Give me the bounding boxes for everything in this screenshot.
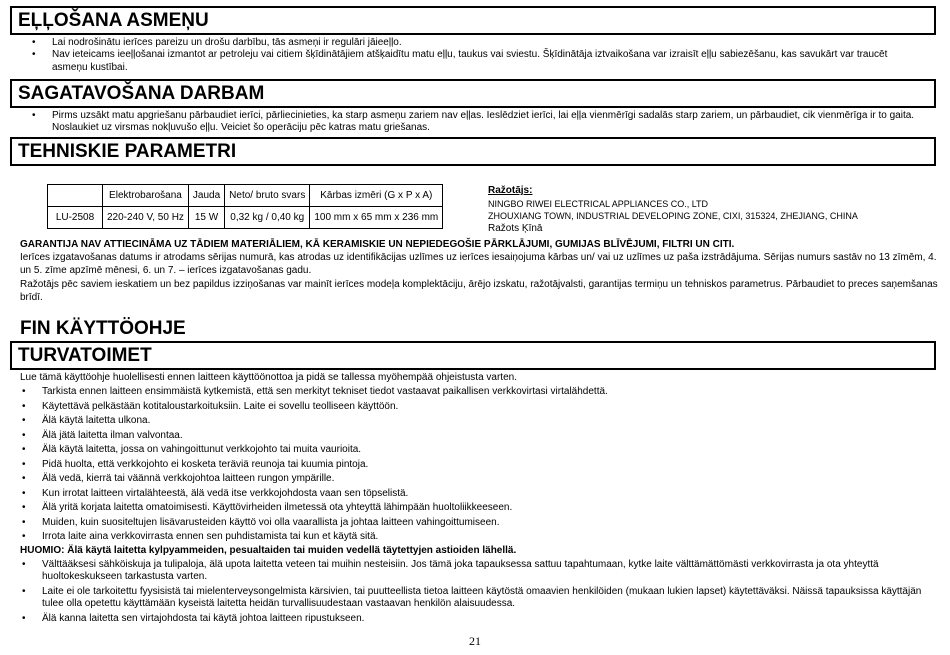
serial-number-text-line1: Ierīces izgatavošanas datums ir atrodams sērijas numurā, kas atrodas uz identifikācijas uzlīmes uz ierīces iesaiņojuma kārbas un/ vai uz uzlīmes uz paša izstrādājuma. Sērijas numurs sastāv no 13 zīmēm, 4. <box>20 252 937 263</box>
list-item: • Älä jätä laitetta ilman valvontaa. <box>0 429 936 444</box>
manufacturer-origin: Ražots Ķīnā <box>488 222 543 234</box>
list-item: • Älä käytä laitetta ulkona. <box>0 414 936 429</box>
section-heading-tehniskie: TEHNISKIE PARAMETRI <box>10 137 936 166</box>
list-item: • Nav ieteicams ieeļļošanai izmantot ar petroleju vai citiem šķīdinātājiem atšķaidītu matu eļļu, taukus vai sviestu. Šķīdinātāja iztvaikošana var izraisīt eļļu sabiezēšanu, kas savukārt var traucēt asmeņu kustībai. <box>10 49 910 74</box>
list-item: • Pirms uzsākt matu apgriešanu pārbaudiet ierīci, pārliecinieties, ka starp asmeņu zariem nav eļļas. Ieslēdziet ierīci, lai eļļa vienmērīgi sadalās starp zariem, un pārbaudiet, cik vienmērīga ir to gaita. Noslaukiet uz virsmas nokļuvušo eļļu. Veiciet šo operāciju pēc katras matu griešanas. <box>10 110 936 135</box>
list-item: • Älä vedä, kierrä tai väännä verkkojohtoa laitteen rungon ympärille. <box>0 472 936 487</box>
list-item: • Välttääksesi sähköiskuja ja tulipaloja, älä upota laitetta veteen tai muihin nesteisiin. Jos tämä joka tapauksessa sattuu tapahtumaan, kytke laite välttämättömästi verkkovirrasta ja ota yhteyttä huoltokeskukseen tarkastusta varten. <box>0 559 936 586</box>
table-row <box>48 207 443 229</box>
ellosana-list <box>10 37 910 74</box>
list-item: • Käytettävä pelkästään kotitaloustarkoituksiin. Laite ei sovellu teolliseen käyttöön. <box>0 400 936 415</box>
table-cell: 0,32 kg / 0,40 kg <box>225 207 310 229</box>
manufacturer-name: NINGBO RIWEI ELECTRICAL APPLIANCES CO., LTD <box>488 198 709 209</box>
list-item: • Älä yritä korjata laitetta omatoimisesti. Käyttövirheiden ilmetessä ota yhteyttä lähimpään huoltoliikkeeseen. <box>0 501 936 516</box>
table-cell: 100 mm x 65 mm x 236 mm <box>310 207 443 229</box>
table-header-cell <box>48 185 103 207</box>
page-number: 21 <box>469 634 481 648</box>
list-item: • Älä kanna laitetta sen virtajohdosta tai käytä johtoa laitteen ripustukseen. <box>0 613 936 625</box>
list-item: • Irrota laite aina verkkovirrasta ennen sen puhdistamista tai kun et käytä sitä. <box>0 530 936 545</box>
list-item: • Kun irrotat laitteen virtalähteestä, älä vedä itse verkkojohdosta vaan sen töpselistä. <box>0 487 936 502</box>
section-heading-ellosana: EĻĻOŠANA ASMEŅU <box>10 6 936 35</box>
safety-list-2 <box>0 559 936 625</box>
table-header-cell: Elektrobarošana <box>103 185 189 207</box>
change-notice-line2: brīdī. <box>20 292 43 303</box>
language-title-fin: FIN KÄYTTÖOHJE <box>20 318 186 339</box>
list-item: • Lai nodrošinātu ierīces pareizu un drošu darbību, tās asmeņi ir regulāri jāieeļļo. <box>10 37 910 49</box>
technical-parameters-table <box>47 184 443 229</box>
safety-list <box>0 385 936 545</box>
table-header-cell: Kārbas izmēri (G x P x A) <box>310 185 443 207</box>
list-item: • Pidä huolta, että verkkojohto ei kosketa teräviä reunoja tai kuumia pintoja. <box>0 458 936 473</box>
table-cell: LU-2508 <box>48 207 103 229</box>
list-item: • Laite ei ole tarkoitettu fyysisistä tai mielenterveysongelmista kärsivien, tai puutteellista tietoa laitteen käytöstä omaavien henkilöiden (mukaan lukien lapset) käytettäväksi. Näissä tapauksissa käyttäjän tulee olla opetettu käyttämään kyseistä laitetta heidän turvallisuudestaan vastaavan henkilön alaisuudessa. <box>0 586 936 613</box>
table-header-cell: Jauda <box>188 185 224 207</box>
manufacturer-block <box>488 185 858 235</box>
warranty-notice: GARANTIJA NAV ATTIECINĀMA UZ TĀDIEM MATERIĀLIEM, KĀ KERAMISKIE UN NEPIEDEGOŠIE PĀRKLĀJUMI, GUMIJAS BLĪVĒJUMI, FILTRI UN CITI. <box>20 239 735 250</box>
list-item: • Muiden, kuin suositeltujen lisävarusteiden käyttö voi olla vaarallista ja johtaa laitteen vahingoittumiseen. <box>0 516 936 531</box>
serial-number-text-line2: un 5. zīme apzīmē mēnesi, 6. un 7. – ierīces izgatavošanas gadu. <box>20 265 312 276</box>
manufacturer-address: ZHOUXIANG TOWN, INDUSTRIAL DEVELOPING ZONE, CIXI, 315324, ZHEJIANG, CHINA <box>488 211 858 221</box>
table-cell: 220-240 V, 50 Hz <box>103 207 189 229</box>
list-item: • Tarkista ennen laitteen ensimmäistä kytkemistä, että sen merkityt tekniset tiedot vastaavat paikallisen verkkovirtasi virtalähdettä. <box>0 385 936 400</box>
table-cell: 15 W <box>188 207 224 229</box>
section-heading-turvatoimet: TURVATOIMET <box>10 341 936 370</box>
list-item: • Älä käytä laitetta, jossa on vahingoittunut verkkojohto tai muita vaurioita. <box>0 443 936 458</box>
sagatavosana-list <box>10 110 936 135</box>
manufacturer-label: Ražotājs: <box>488 185 533 196</box>
safety-intro: Lue tämä käyttöohje huolellisesti ennen laitteen käyttöönottoa ja pidä se tallessa myöhempää ohjeistusta varten. <box>20 372 517 383</box>
table-header-cell: Neto/ bruto svars <box>225 185 310 207</box>
table-header-row <box>48 185 443 207</box>
change-notice-line1: Ražotājs pēc saviem ieskatiem un bez papildus izziņošanas var mainīt ierīces modeļa komplektāciju, ārējo izskatu, ražotājvalsti, garantijas termiņu un tehniskos parametrus. Pārbaudiet to preces saņemšanas <box>20 279 938 290</box>
section-heading-sagatavosana: SAGATAVOŠANA DARBAM <box>10 79 936 108</box>
huomio-warning: HUOMIO: Älä käytä laitetta kylpyammeiden, pesualtaiden tai muiden vedellä täytettyjen astioiden lähellä. <box>20 545 517 556</box>
